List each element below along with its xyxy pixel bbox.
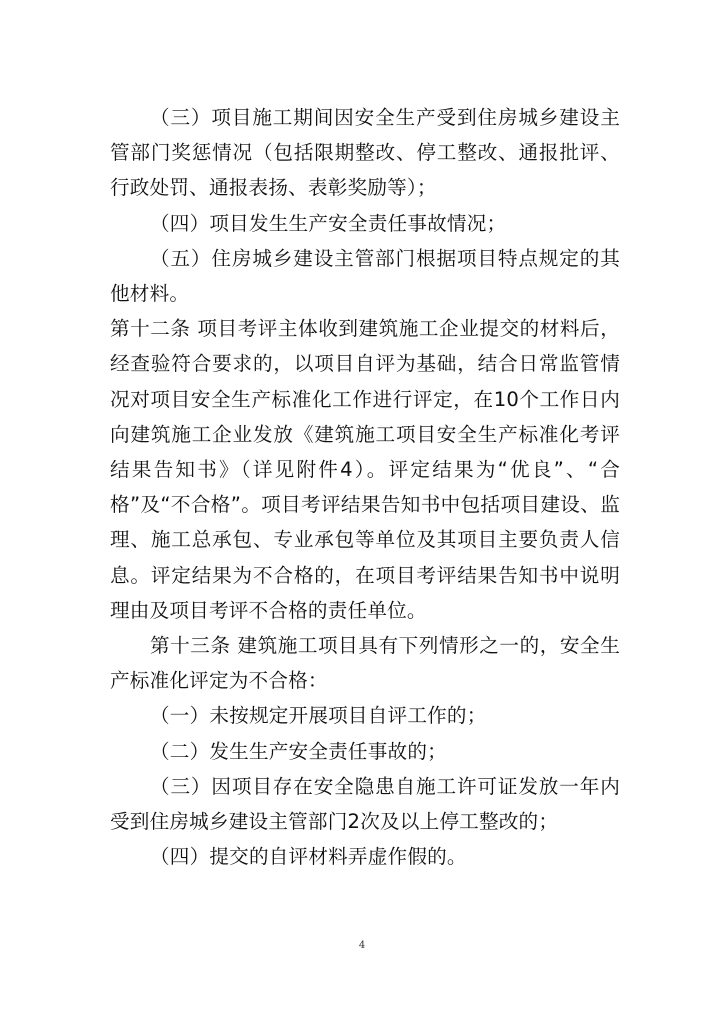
paragraph-item-5-other-materials: （五）住房城乡建设主管部门根据项目特点规定的其他材料。 (110, 246, 620, 306)
paragraph-article-13-item-3: （三）因项目存在安全隐患自施工许可证发放一年内受到住房城乡建设主管部门2次及以上停工整改的； (110, 774, 620, 834)
document-body (110, 100, 620, 874)
paragraph-article-13-item-2: （二）发生生产安全责任事故的； (150, 739, 447, 763)
paragraph-article-13-item-4: （四）提交的自评材料弄虚作假的。 (150, 845, 467, 869)
page-number: 4 (358, 940, 366, 951)
paragraph-article-12: 第十二条 项目考评主体收到建筑施工企业提交的材料后，经查验符合要求的，以项目自评为基础，结合日常监管情况对项目安全生产标准化工作进行评定，在10个工作日内向建筑施工企业发放《建筑施工项目安全生产标准化考评结果告知书》（详见附件4）。评定结果为“优良”、“合格”及“不合格”。项目考评结果告知书中包括项目建设、监理、施工总承包、专业承包等单位及其项目主要负责人信息。评定结果为不合格的，在项目考评结果告知书中说明理由及项目考评不合格的责任单位。 (110, 317, 620, 622)
paragraph-item-4-accidents: （四）项目发生生产安全责任事故情况； (150, 211, 507, 235)
paragraph-article-13-item-1: （一）未按规定开展项目自评工作的； (150, 704, 487, 728)
paragraph-item-3-rewards-penalties: （三）项目施工期间因安全生产受到住房城乡建设主管部门奖惩情况（包括限期整改、停工整改、通报批评、行政处罚、通报表扬、表彰奖励等）； (110, 106, 620, 200)
paragraph-article-13: 第十三条 建筑施工项目具有下列情形之一的，安全生产标准化评定为不合格： (110, 634, 620, 693)
